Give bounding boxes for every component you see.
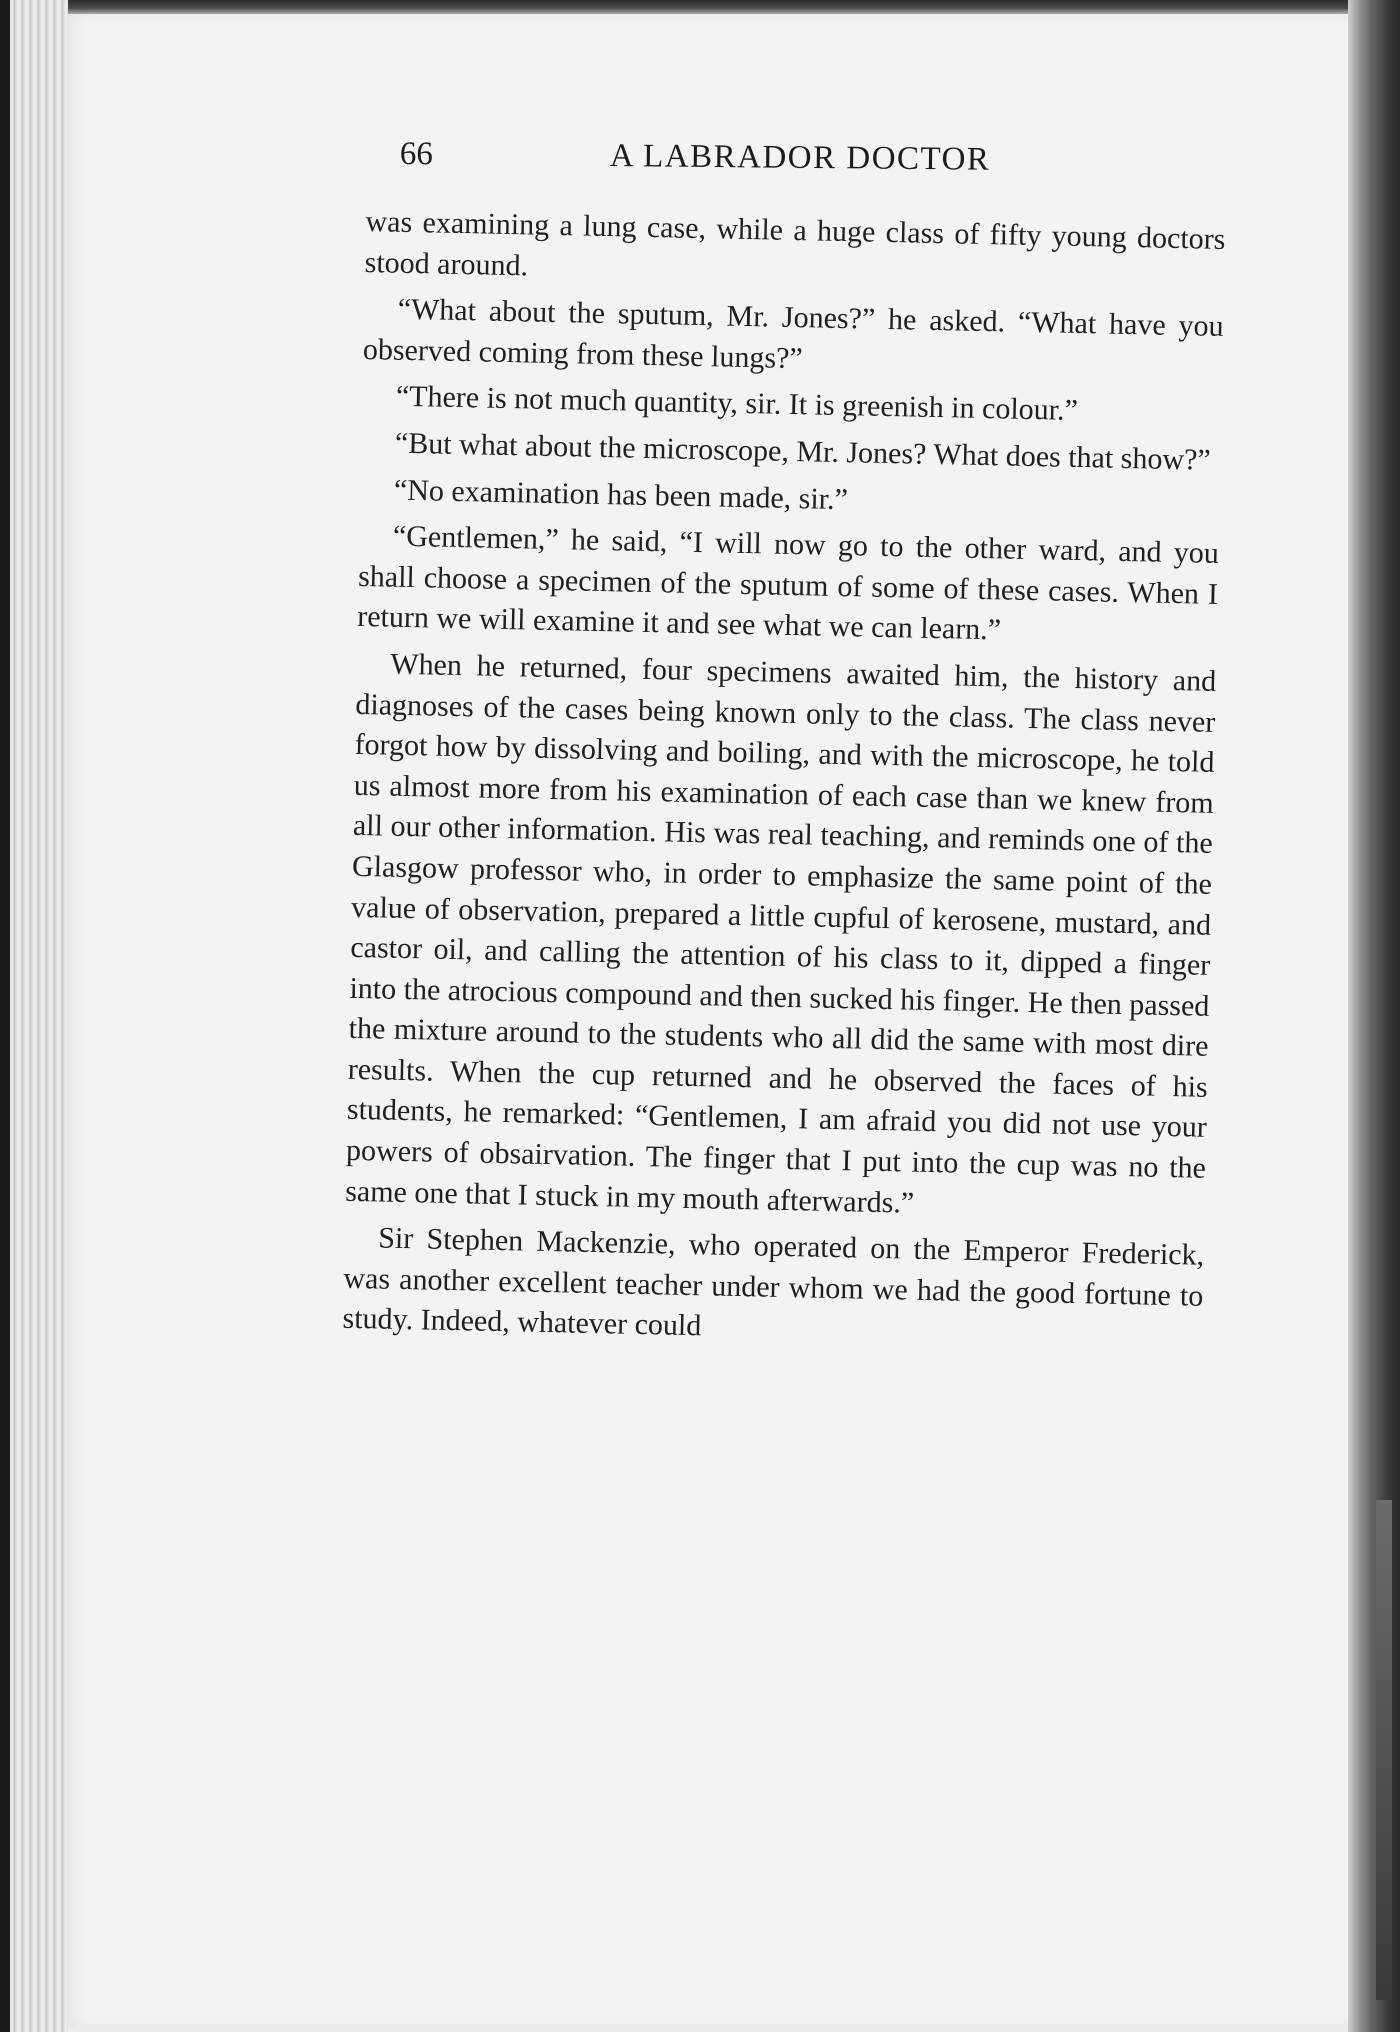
binding-edge [1348,0,1400,2032]
paragraph: Sir Stephen Mackenzie, who operated on the Emperor Frederick, was another excellent teacher under whom we had the good fortune to study. Indeed, whatever could [342,1221,1205,1343]
scan-background-left [0,0,10,2032]
book-title: A LABRADOR DOCTOR [609,138,991,178]
paragraph: “Gentlemen,” he said, “I will now go to the other ward, and you shall choose a specimen of the sputum of some of these cases. When I return we will examine it and see what we can learn.” [356,519,1220,647]
paragraph: “What about the sputum, Mr. Jones?” he asked. “What have you observed coming from these lungs?” [362,292,1224,375]
paragraph: “There is not much quantity, sir. It is greenish in colour.” [395,380,1079,428]
page-number: 66 [399,136,433,173]
paragraph: “But what about the microscope, Mr. Jones? What does that show?” [394,426,1212,477]
binding-strip [1376,1500,1392,2000]
paragraph: was examining a lung case, while a huge class of fifty young doctors stood around. [364,204,1226,282]
paragraph: “No examination has been made, sir.” [393,473,849,516]
body-text [342,202,1226,1364]
page-stack-edges [10,0,68,2032]
paragraph: When he returned, four specimens awaited him, the history and diagnoses of the cases being known only to the class. The class never forgot how by dissolving and boiling, and with the microscope, he told us almost more from his examination of each case than we knew from all our other information. His was real teaching, and reminds one of the Glasgow professor who, in order to emphasize the same point of the value of observation, prepared a little cupful of kerosene, mustard, and castor oil, and calling the attention of his class to it, dipped a finger into the atrocious compound and then sucked his finger. He then passed the mixture around to the students who all did the same with most dire results. When the cup returned and he observed the faces of his students, he remarked: “Gentlemen, I am afraid you did not use your powers of obsairvation. The finger that I put into the cup was no the same one that I stuck in my mouth afterwards.” [344,647,1217,1220]
